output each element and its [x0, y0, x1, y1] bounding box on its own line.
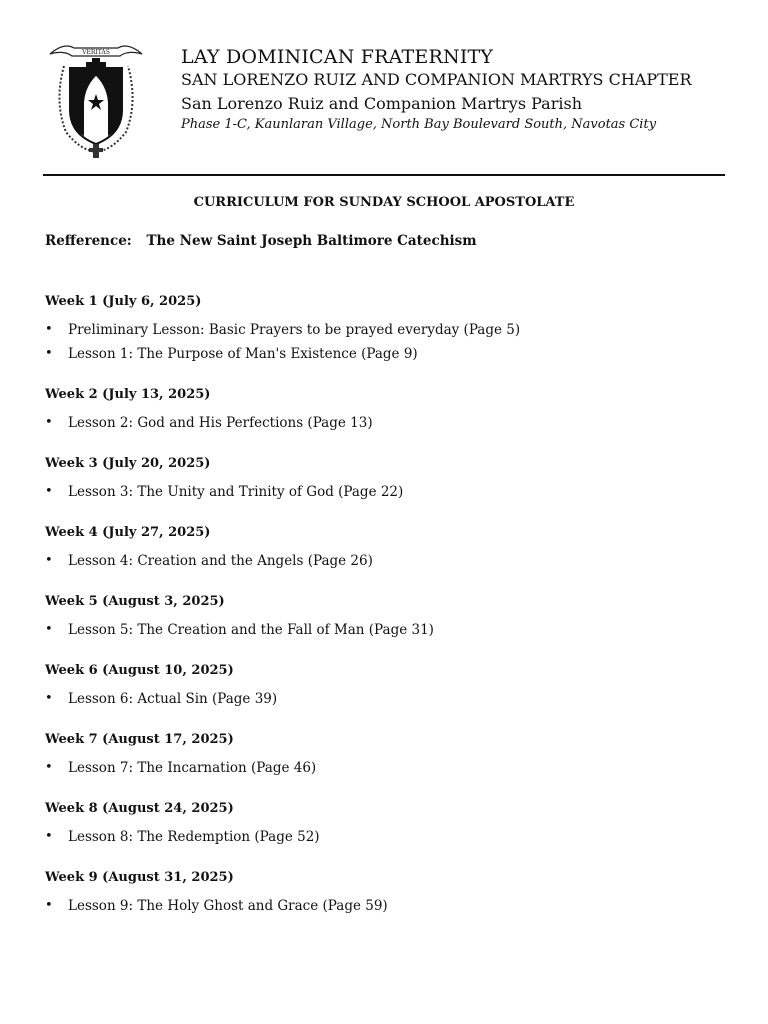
reference-line	[45, 233, 477, 249]
week-heading: Week 6 (August 10, 2025)	[45, 663, 234, 678]
lesson-text: Lesson 8: The Redemption (Page 52)	[68, 829, 320, 845]
lesson-text: Lesson 5: The Creation and the Fall of Man (Page 31)	[68, 622, 434, 638]
lesson-text: Lesson 3: The Unity and Trinity of God (Page 22)	[68, 484, 404, 500]
reference-value: The New Saint Joseph Baltimore Catechism	[146, 233, 477, 249]
lesson-text: Lesson 1: The Purpose of Man's Existence (Page 9)	[68, 346, 418, 362]
document-title: CURRICULUM FOR SUNDAY SCHOOL APOSTOLATE	[193, 195, 575, 210]
week-section	[45, 455, 725, 507]
bullet-icon: •	[45, 484, 53, 499]
dominican-shield-logo	[44, 32, 148, 160]
week-heading: Week 9 (August 31, 2025)	[45, 870, 234, 885]
lesson-text: Lesson 6: Actual Sin (Page 39)	[68, 691, 278, 707]
week-heading: Week 4 (July 27, 2025)	[45, 525, 211, 540]
bullet-icon: •	[45, 691, 53, 706]
lesson-item	[45, 897, 725, 921]
lesson-item	[45, 828, 725, 852]
lesson-item	[45, 552, 725, 576]
week-heading: Week 7 (August 17, 2025)	[45, 732, 234, 747]
header-divider	[43, 174, 725, 176]
parish-name: San Lorenzo Ruiz and Companion Martrys Parish	[181, 94, 582, 113]
lesson-item	[45, 414, 725, 438]
week-heading: Week 3 (July 20, 2025)	[45, 456, 211, 471]
svg-text:VERITAS: VERITAS	[82, 49, 110, 56]
weeks-list	[45, 293, 725, 938]
chapter-name: SAN LORENZO RUIZ AND COMPANION MARTRYS CHAPTER	[181, 70, 692, 89]
week-section	[45, 800, 725, 852]
bullet-icon: •	[45, 346, 53, 361]
week-section	[45, 593, 725, 645]
week-heading: Week 2 (July 13, 2025)	[45, 387, 211, 402]
bullet-icon: •	[45, 553, 53, 568]
lesson-text: Lesson 9: The Holy Ghost and Grace (Page 59)	[68, 898, 388, 914]
bullet-icon: •	[45, 760, 53, 775]
lesson-text: Lesson 2: God and His Perfections (Page 13)	[68, 415, 373, 431]
week-section	[45, 293, 725, 369]
lesson-item	[45, 345, 725, 369]
address: Phase 1-C, Kaunlaran Village, North Bay Boulevard South, Navotas City	[181, 117, 657, 132]
lesson-text: Preliminary Lesson: Basic Prayers to be prayed everyday (Page 5)	[68, 322, 521, 338]
week-section	[45, 662, 725, 714]
org-title: LAY DOMINICAN FRATERNITY	[181, 46, 494, 68]
week-heading: Week 8 (August 24, 2025)	[45, 801, 234, 816]
lesson-item	[45, 483, 725, 507]
bullet-icon: •	[45, 829, 53, 844]
week-section	[45, 731, 725, 783]
lesson-item	[45, 621, 725, 645]
week-section	[45, 524, 725, 576]
lesson-text: Lesson 4: Creation and the Angels (Page 26)	[68, 553, 373, 569]
bullet-icon: •	[45, 622, 53, 637]
reference-label: Refference:	[45, 233, 132, 249]
week-heading: Week 1 (July 6, 2025)	[45, 294, 202, 309]
bullet-icon: •	[45, 415, 53, 430]
week-section	[45, 869, 725, 921]
lesson-text: Lesson 7: The Incarnation (Page 46)	[68, 760, 317, 776]
lesson-item	[45, 321, 725, 345]
week-heading: Week 5 (August 3, 2025)	[45, 594, 225, 609]
bullet-icon: •	[45, 322, 53, 337]
bullet-icon: •	[45, 898, 53, 913]
lesson-item	[45, 759, 725, 783]
week-section	[45, 386, 725, 438]
lesson-item	[45, 690, 725, 714]
